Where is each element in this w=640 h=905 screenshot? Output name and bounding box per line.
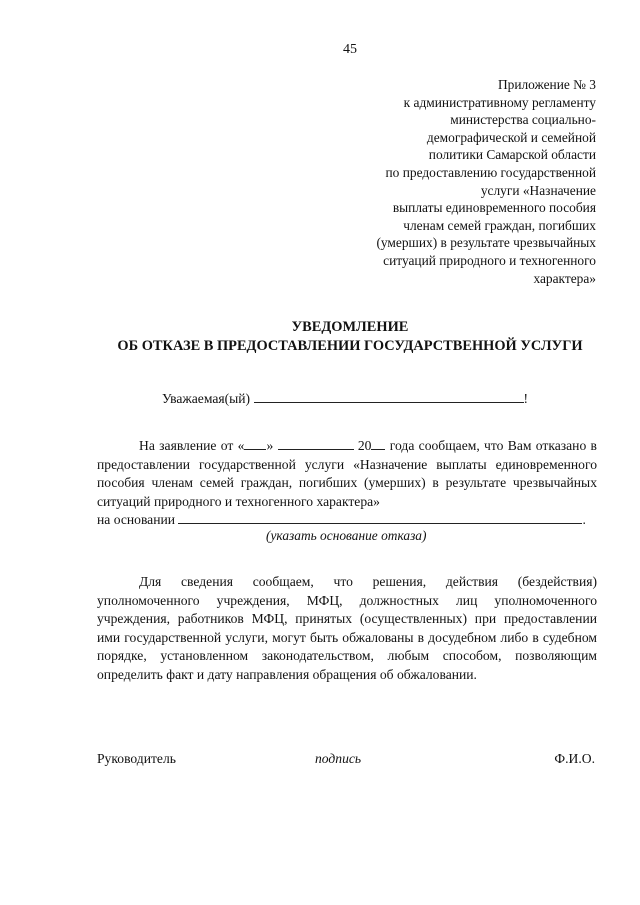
title-line-1: УВЕДОМЛЕНИЕ: [291, 319, 409, 335]
greeting-suffix: !: [523, 391, 529, 406]
appendix-line: Приложение № 3: [497, 77, 596, 92]
basis-end: .: [582, 512, 586, 527]
basis-blank: [178, 510, 582, 524]
signature-sign: подпись: [315, 751, 362, 766]
greeting-line: [162, 389, 528, 407]
document-title: [0, 318, 640, 356]
appeal-paragraph: [97, 573, 597, 684]
appendix-line: характера»: [533, 270, 596, 286]
appendix-line: министерства социально-: [450, 112, 596, 128]
appendix-line: (умерших) в результате чрезвычайных: [376, 235, 596, 251]
appendix-line: к административному регламенту: [403, 94, 596, 110]
basis-row: [97, 510, 597, 528]
notice-text-c: 20: [357, 438, 372, 453]
appendix-line: по предоставлению государственной: [385, 164, 596, 180]
greeting-prefix: Уважаемая(ый): [162, 391, 251, 406]
month-blank: [278, 436, 354, 450]
notice-text-d: года сообщаем, что Вам отказано в предоставлении государственной услуги «Назначение выплаты единовременного пособия членам семей граждан, погибших (умерших) в результате чрезвычайных ситуаций природного и техногенного характера»: [97, 438, 597, 509]
appendix-line: политики Самарской области: [428, 147, 596, 163]
appendix-line: услуги «Назначение: [480, 182, 596, 198]
recipient-name-blank: [254, 389, 524, 403]
page-number: 45: [343, 42, 357, 57]
day-blank: [244, 436, 266, 450]
basis-hint: (указать основание отказа): [266, 528, 427, 543]
appendix-header: [336, 76, 596, 287]
appendix-line: выплаты единовременного пособия: [392, 200, 596, 216]
basis-label: на основании: [97, 512, 176, 527]
signature-head: Руководитель: [97, 751, 176, 766]
appendix-line: членам семей граждан, погибших: [403, 217, 596, 233]
appendix-line: ситуаций природного и техногенного: [383, 252, 596, 268]
notice-text-b: »: [266, 438, 274, 453]
signature-name: Ф.И.О.: [554, 751, 595, 766]
notice-paragraph: [97, 436, 597, 511]
signature-row: [97, 751, 595, 771]
appendix-line: демографической и семейной: [426, 129, 596, 145]
title-line-2: ОБ ОТКАЗЕ В ПРЕДОСТАВЛЕНИИ ГОСУДАРСТВЕННОЙ УСЛУГИ: [117, 338, 583, 354]
year-blank: [371, 436, 385, 450]
appeal-text: Для сведения сообщаем, что решения, действия (бездействия) уполномоченного учреждения, МФЦ, должностных лиц уполномоченного учреждения, работников МФЦ, принятых (осуществленных) при предоставлении ими государственной услуги, могут быть обжалованы в досудебном либо в судебном порядке, установленном законодательством, любым способом, позволяющим определить факт и дату направления обращения об обжаловании.: [97, 574, 597, 682]
notice-text-a: На заявление от «: [139, 438, 245, 453]
